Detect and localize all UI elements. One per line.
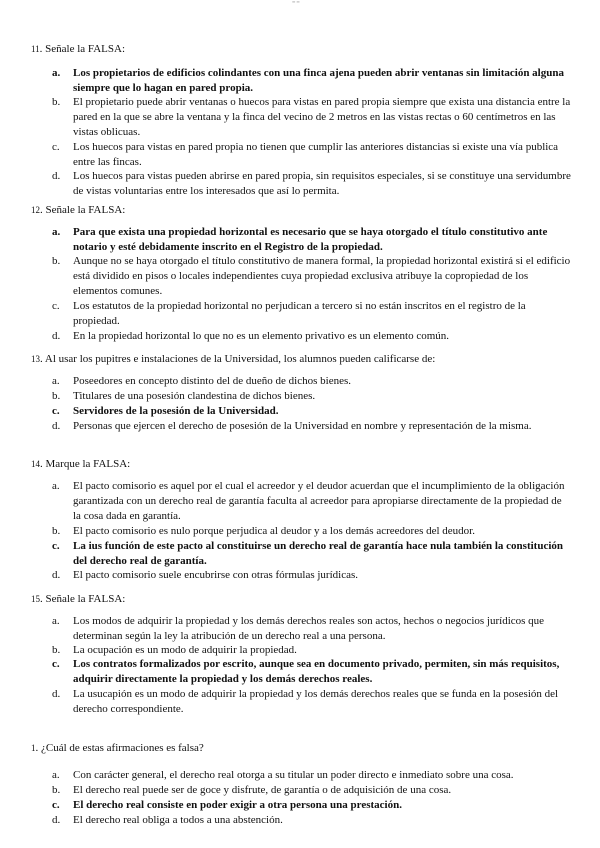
option-letter: d. — [52, 330, 61, 342]
question-15-heading — [31, 592, 125, 606]
question-1-heading — [31, 741, 204, 755]
option-letter: a. — [52, 769, 60, 781]
question-number: 12 — [31, 205, 40, 215]
option-letter: c. — [52, 658, 60, 670]
option-text: El propietario puede abrir ventanas o huecos para vistas en pared propia siempre que exista una distancia entre la pared en la que se abre la ventana y la finca del vecino de 2 metros en las vistas rectas o 60 centímetros en las vistas oblicuas. — [73, 96, 571, 138]
question-number: 11 — [31, 44, 40, 54]
question-1-option-d — [52, 813, 572, 828]
question-prompt: . ¿Cuál de estas afirmaciones es falsa? — [35, 742, 204, 754]
option-letter: a. — [52, 480, 60, 492]
question-14-heading — [31, 457, 130, 471]
option-letter: d. — [52, 420, 61, 432]
question-12-heading — [31, 203, 125, 217]
question-1-option-b — [52, 783, 572, 798]
option-letter: b. — [52, 255, 61, 267]
question-prompt: . Marque la FALSA: — [40, 458, 131, 470]
question-15-option-d — [52, 687, 572, 717]
option-text: La ocupación es un modo de adquirir la propiedad. — [73, 644, 297, 656]
option-text: Poseedores en concepto distinto del de dueño de dichos bienes. — [73, 375, 351, 387]
option-letter: a. — [52, 226, 61, 238]
question-12-option-d — [52, 329, 572, 344]
question-1-option-a — [52, 768, 572, 783]
option-letter: b. — [52, 784, 61, 796]
option-text: Con carácter general, el derecho real otorga a su titular un poder directo e inmediato sobre una cosa. — [73, 769, 514, 781]
question-11-option-d — [52, 169, 572, 199]
option-text: Servidores de la posesión de la Universidad. — [73, 405, 279, 417]
question-number: 15 — [31, 594, 40, 604]
question-13-option-b — [52, 389, 572, 404]
question-15-option-c — [52, 657, 572, 687]
question-12-option-a — [52, 225, 572, 255]
option-text: La ius función de este pacto al constituirse un derecho real de garantía hace nula también la constitución del derecho real de garantía. — [73, 540, 564, 567]
option-text: Para que exista una propiedad horizontal es necesario que se haya otorgado el título constitutivo ante notario y esté debidamente inscrito en el Registro de la propiedad. — [73, 226, 548, 253]
question-1-option-c — [52, 798, 572, 813]
question-12-option-b — [52, 254, 572, 299]
option-letter: b. — [52, 96, 61, 108]
option-letter: c. — [52, 540, 60, 552]
option-text: Los huecos para vistas pueden abrirse en pared propia, sin requisitos especiales, si se constituye una servidumbre de vistas voluntarias entre los interesados que así lo permita. — [73, 170, 571, 197]
question-12-option-c — [52, 299, 572, 329]
question-15-option-a — [52, 614, 572, 644]
option-text: El derecho real puede ser de goce y disfrute, de garantía o de adquisición de una cosa. — [73, 784, 452, 796]
question-prompt: . Señale la FALSA: — [40, 204, 126, 216]
option-letter: c. — [52, 141, 60, 153]
question-13-option-c — [52, 404, 572, 419]
option-letter: b. — [52, 644, 61, 656]
question-11-heading — [31, 42, 125, 56]
option-text: Aunque no se haya otorgado el título constitutivo de manera formal, la propiedad horizontal existirá si el edificio está dividido en pisos o locales independientes cuya propiedad exclusiva atribuye la copropiedad de los elementos comunes. — [73, 255, 571, 297]
option-text: Los propietarios de edificios colindantes con una finca ajena pueden abrir ventanas sin limitación alguna siempre que lo hagan en pared propia. — [73, 67, 564, 94]
option-text: El pacto comisorio es aquel por el cual el acreedor y el deudor acuerdan que el incumplimiento de la obligación garantizada con un derecho real de garantía faculta al acreedor para apropiarse directamente de la propiedad de la cosa dada en garantía. — [73, 480, 565, 522]
option-text: El pacto comisorio suele encubrirse con otras fórmulas jurídicas. — [73, 569, 358, 581]
option-letter: a. — [52, 67, 61, 79]
question-14-option-a — [52, 479, 572, 524]
option-text: El pacto comisorio es nulo porque perjudica al deudor y a los demás acreedores del deudor. — [73, 525, 475, 537]
option-text: Los modos de adquirir la propiedad y los demás derechos reales son actos, hechos o negocios jurídicos que determinan según la ley la atribución de un derecho real a una persona. — [73, 615, 545, 642]
option-letter: a. — [52, 375, 60, 387]
option-text: La usucapión es un modo de adquirir la propiedad y los demás derechos reales que se funda en la posesión del derecho correspondiente. — [73, 688, 559, 715]
question-11-option-c — [52, 140, 572, 170]
option-text: El derecho real consiste en poder exigir a otra persona una prestación. — [73, 799, 402, 811]
question-11-option-b — [52, 95, 572, 140]
option-letter: c. — [52, 799, 60, 811]
option-letter: d. — [52, 688, 61, 700]
question-prompt: . Señale la FALSA: — [39, 43, 126, 55]
option-letter: b. — [52, 390, 61, 402]
option-letter: d. — [52, 814, 61, 826]
option-letter: d. — [52, 170, 61, 182]
question-13-option-d — [52, 419, 572, 434]
question-15-option-b — [52, 643, 572, 658]
option-letter: d. — [52, 569, 61, 581]
question-prompt: . Al usar los pupitres e instalaciones de la Universidad, los alumnos pueden calificarse de: — [40, 353, 436, 365]
option-text: Personas que ejercen el derecho de posesión de la Universidad en nombre y representación de la misma. — [73, 420, 532, 432]
option-letter: a. — [52, 615, 60, 627]
option-text: Titulares de una posesión clandestina de dichos bienes. — [73, 390, 316, 402]
question-14-option-b — [52, 524, 572, 539]
question-13-heading — [31, 352, 435, 366]
question-13-option-a — [52, 374, 572, 389]
option-letter: c. — [52, 405, 60, 417]
question-number: 14 — [31, 459, 40, 469]
question-14-option-c — [52, 539, 572, 569]
option-text: Los contratos formalizados por escrito, aunque sea en documento privado, permiten, sin más requisitos, adquirir directamente la propiedad y los demás derechos reales. — [73, 658, 560, 685]
page-top-mark: == — [292, 0, 301, 6]
question-number: 1 — [31, 743, 36, 753]
option-text: Los estatutos de la propiedad horizontal no perjudican a tercero si no están inscritos en el registro de la propiedad. — [73, 300, 526, 327]
question-11-option-a — [52, 66, 572, 96]
option-text: En la propiedad horizontal lo que no es un elemento privativo es un elemento común. — [73, 330, 450, 342]
option-text: Los huecos para vistas en pared propia no tienen que cumplir las anteriores distancias si existe una vía publica entre las fincas. — [73, 141, 559, 168]
question-prompt: . Señale la FALSA: — [40, 593, 126, 605]
question-number: 13 — [31, 354, 40, 364]
option-letter: c. — [52, 300, 60, 312]
option-letter: b. — [52, 525, 61, 537]
question-14-option-d — [52, 568, 572, 583]
option-text: El derecho real obliga a todos a una abstención. — [73, 814, 283, 826]
